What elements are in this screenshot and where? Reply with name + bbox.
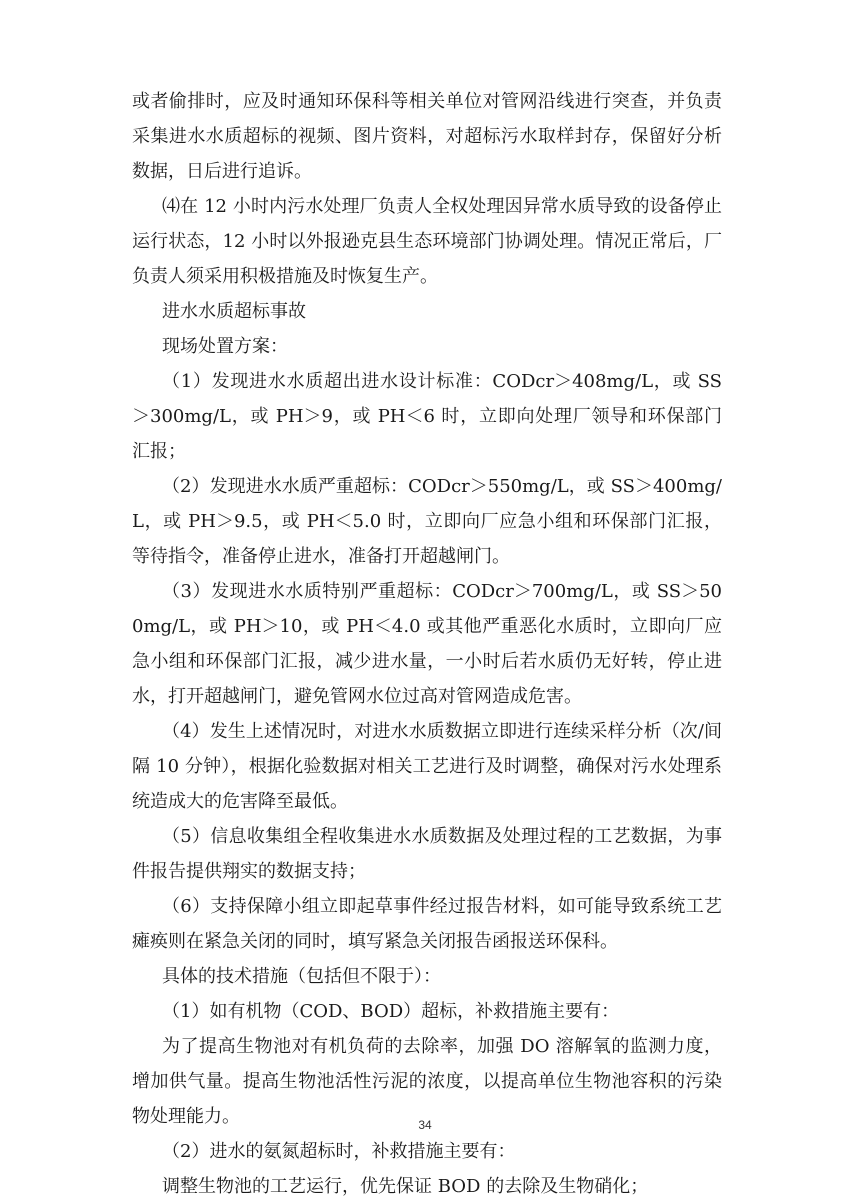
paragraph: （1）如有机物（COD、BOD）超标，补救措施主要有： (162, 1001, 620, 1022)
paragraph: （5）信息收集组全程收集进水水质数据及处理过程的工艺数据，为事件报告提供翔实的数据支持； (132, 826, 722, 882)
paragraph: ⑷在 12 小时内污水处理厂负责人全权处理因异常水质导致的设备停止运行状态，12 小时以外报逊克县生态环境部门协调处理。情况正常后，厂负责人须采用积极措施及时恢复生产。 (132, 196, 722, 287)
page-number: 34 (418, 1118, 432, 1132)
paragraph: 或者偷排时，应及时通知环保科等相关单位对管网沿线进行突查，并负责采集进水水质超标的视频、图片资料，对超标污水取样封存，保留好分析数据，日后进行追诉。 (132, 91, 722, 182)
paragraph: 进水水质超标事故 (162, 301, 306, 322)
document-body (132, 84, 722, 1204)
paragraph: （2）发现进水水质严重超标：CODcr＞550mg/L，或 SS＞400mg/L，或 PH＞9.5，或 PH＜5.0 时，立即向厂应急小组和环保部门汇报，等待指令，准备停止进水，准备打开超越闸门。 (132, 476, 722, 567)
paragraph: 具体的技术措施（包括但不限于）： (162, 966, 441, 987)
paragraph: （6）支持保障小组立即起草事件经过报告材料，如可能导致系统工艺瘫痪则在紧急关闭的同时，填写紧急关闭报告函报送环保科。 (132, 896, 722, 952)
paragraph: （4）发生上述情况时，对进水水质数据立即进行连续采样分析（次/间隔 10 分钟），根据化验数据对相关工艺进行及时调整，确保对污水处理系统造成大的危害降至最低。 (132, 721, 722, 812)
paragraph: 为了提高生物池对有机负荷的去除率，加强 DO 溶解氧的监测力度，增加供气量。提高生物池活性污泥的浓度，以提高单位生物池容积的污染物处理能力。 (132, 1036, 722, 1127)
paragraph: 现场处置方案： (162, 336, 288, 357)
paragraph: （2）进水的氨氮超标时，补救措施主要有： (162, 1141, 516, 1162)
paragraph: 调整生物池的工艺运行，优先保证 BOD 的去除及生物硝化； (162, 1176, 649, 1197)
paragraph: （1）发现进水水质超出进水设计标准：CODcr＞408mg/L，或 SS＞300mg/L，或 PH＞9，或 PH＜6 时，立即向处理厂领导和环保部门汇报； (132, 371, 722, 462)
paragraph: （3）发现进水水质特别严重超标：CODcr＞700mg/L，或 SS＞500mg/L，或 PH＞10，或 PH＜4.0 或其他严重恶化水质时，立即向厂应急小组和环保部门汇报，减少进水量，一小时后若水质仍无好转，停止进水，打开超越闸门，避免管网水位过高对管网造成危害。 (132, 581, 722, 707)
